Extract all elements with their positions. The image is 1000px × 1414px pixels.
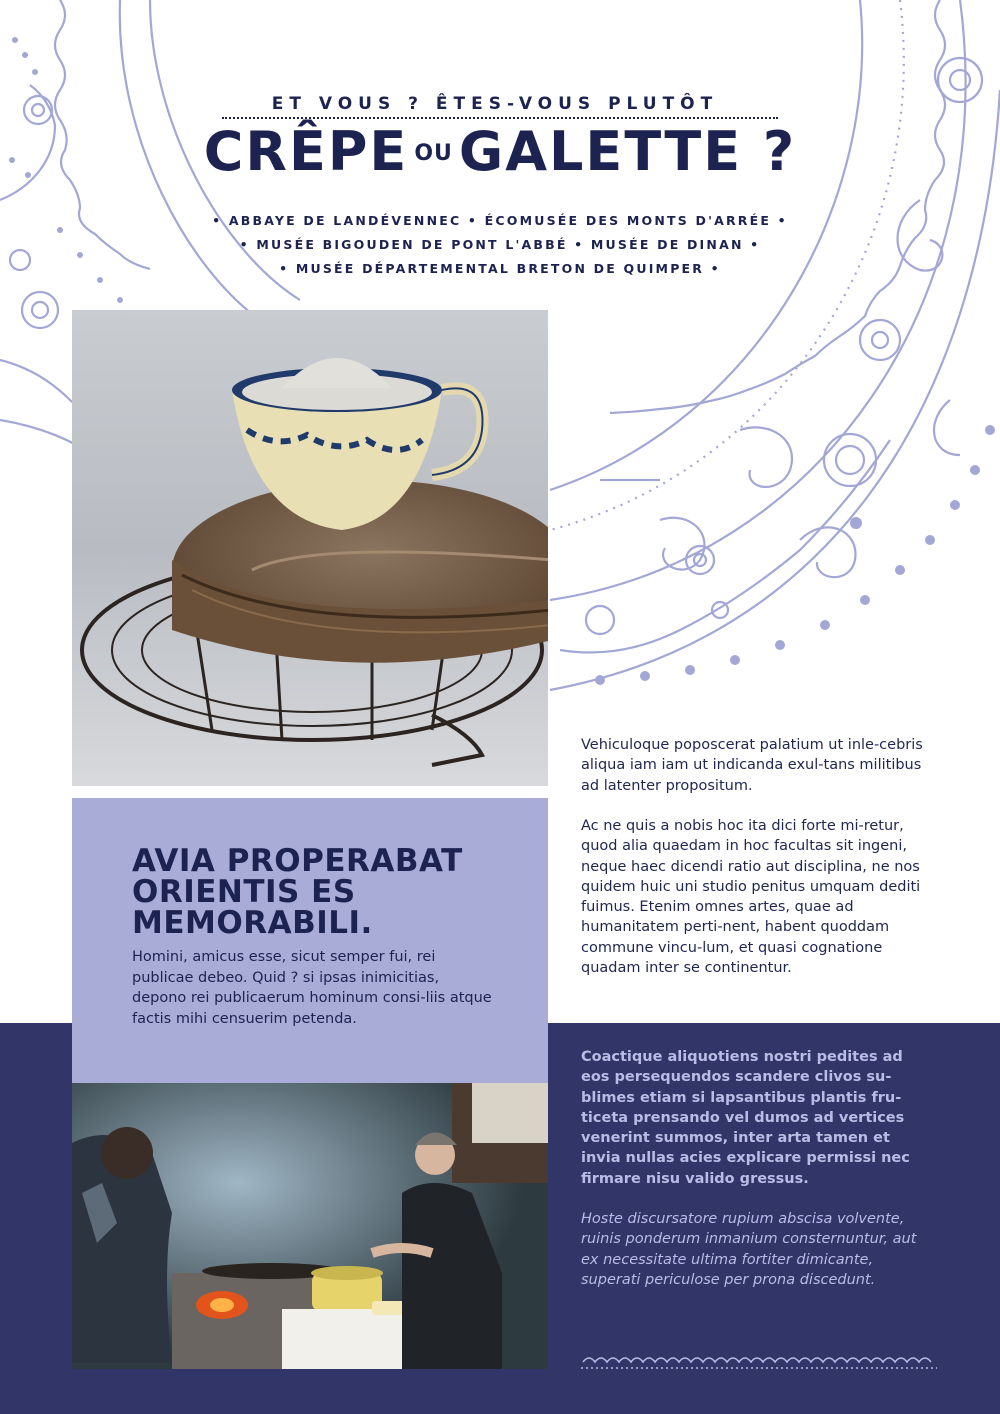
title-word-crepe: CRÊPE bbox=[203, 120, 409, 183]
kitchen-photo bbox=[72, 1083, 548, 1369]
body-paragraph: Ac ne quis a nobis hoc ita dici forte mi-retur, quod alia quaedam in hoc facultas sit ingeni, neque haec dicendi ratio aut disciplina, ne nos quidem huic uni studio penitus umquam dediti fuimus. Etenim omnes artes, quae ad humanitatem perti-nent, habent quoddam commune vincu-lum, et quasi cognatione quadam inter se continentur. bbox=[581, 818, 921, 977]
museum-line-2: • MUSÉE BIGOUDEN DE PONT L'ABBÉ • MUSÉE DE DINAN • bbox=[239, 237, 761, 252]
feature-heading bbox=[132, 843, 532, 941]
feature-heading-line-3: MEMORABILI. bbox=[132, 905, 373, 941]
header-kicker: ET VOUS ? ÊTES-VOUS PLUTÔT bbox=[271, 94, 719, 114]
feature-text: Homini, amicus esse, sicut semper fui, rei publicae debeo. Quid ? si ipsas inimicitias, depono rei publicaerum hominum consi-liis atque factis mihi censuerim petenda. bbox=[132, 949, 492, 1027]
italic-paragraph: Hoste discursatore rupium abscisa volvente, ruinis ponderum inmanium consternuntur, aut ex necessitate ultima fortiter dimicante, superati periculose per prona discedunt. bbox=[581, 1211, 917, 1288]
intro-paragraph: Vehiculoque poposcerat palatium ut inle-cebris aliqua iam iam ut indicanda exul-tans militibus ad latenter propositum. bbox=[581, 737, 923, 794]
divider-ornament bbox=[581, 1355, 937, 1369]
kicker-dotted-rule bbox=[222, 117, 778, 119]
feature-heading-line-2: ORIENTIS ES bbox=[132, 874, 356, 910]
museum-line-1: • ABBAYE DE LANDÉVENNEC • ÉCOMUSÉE DES MONTS D'ARRÉE • bbox=[212, 213, 788, 228]
museum-list bbox=[150, 209, 850, 281]
title-word-galette: GALETTE ? bbox=[458, 120, 797, 183]
page-title bbox=[150, 120, 850, 183]
title-connector: OU bbox=[414, 141, 453, 166]
feature-heading-line-1: AVIA PROPERABAT bbox=[132, 843, 463, 879]
galettes-photo bbox=[72, 310, 548, 786]
museum-line-3: • MUSÉE DÉPARTEMENTAL BRETON DE QUIMPER • bbox=[279, 261, 721, 276]
highlight-paragraph: Coactique aliquotiens nostri pedites ad eos persequendos scandere clivos su-blimes etiam si lapsantibus plantis fru-ticeta prensando vel dumos ad vertices venerint summos, inter arta tamen et invia nullas acies explicare permissi nec firmare nisu valido gressus. bbox=[581, 1049, 910, 1187]
